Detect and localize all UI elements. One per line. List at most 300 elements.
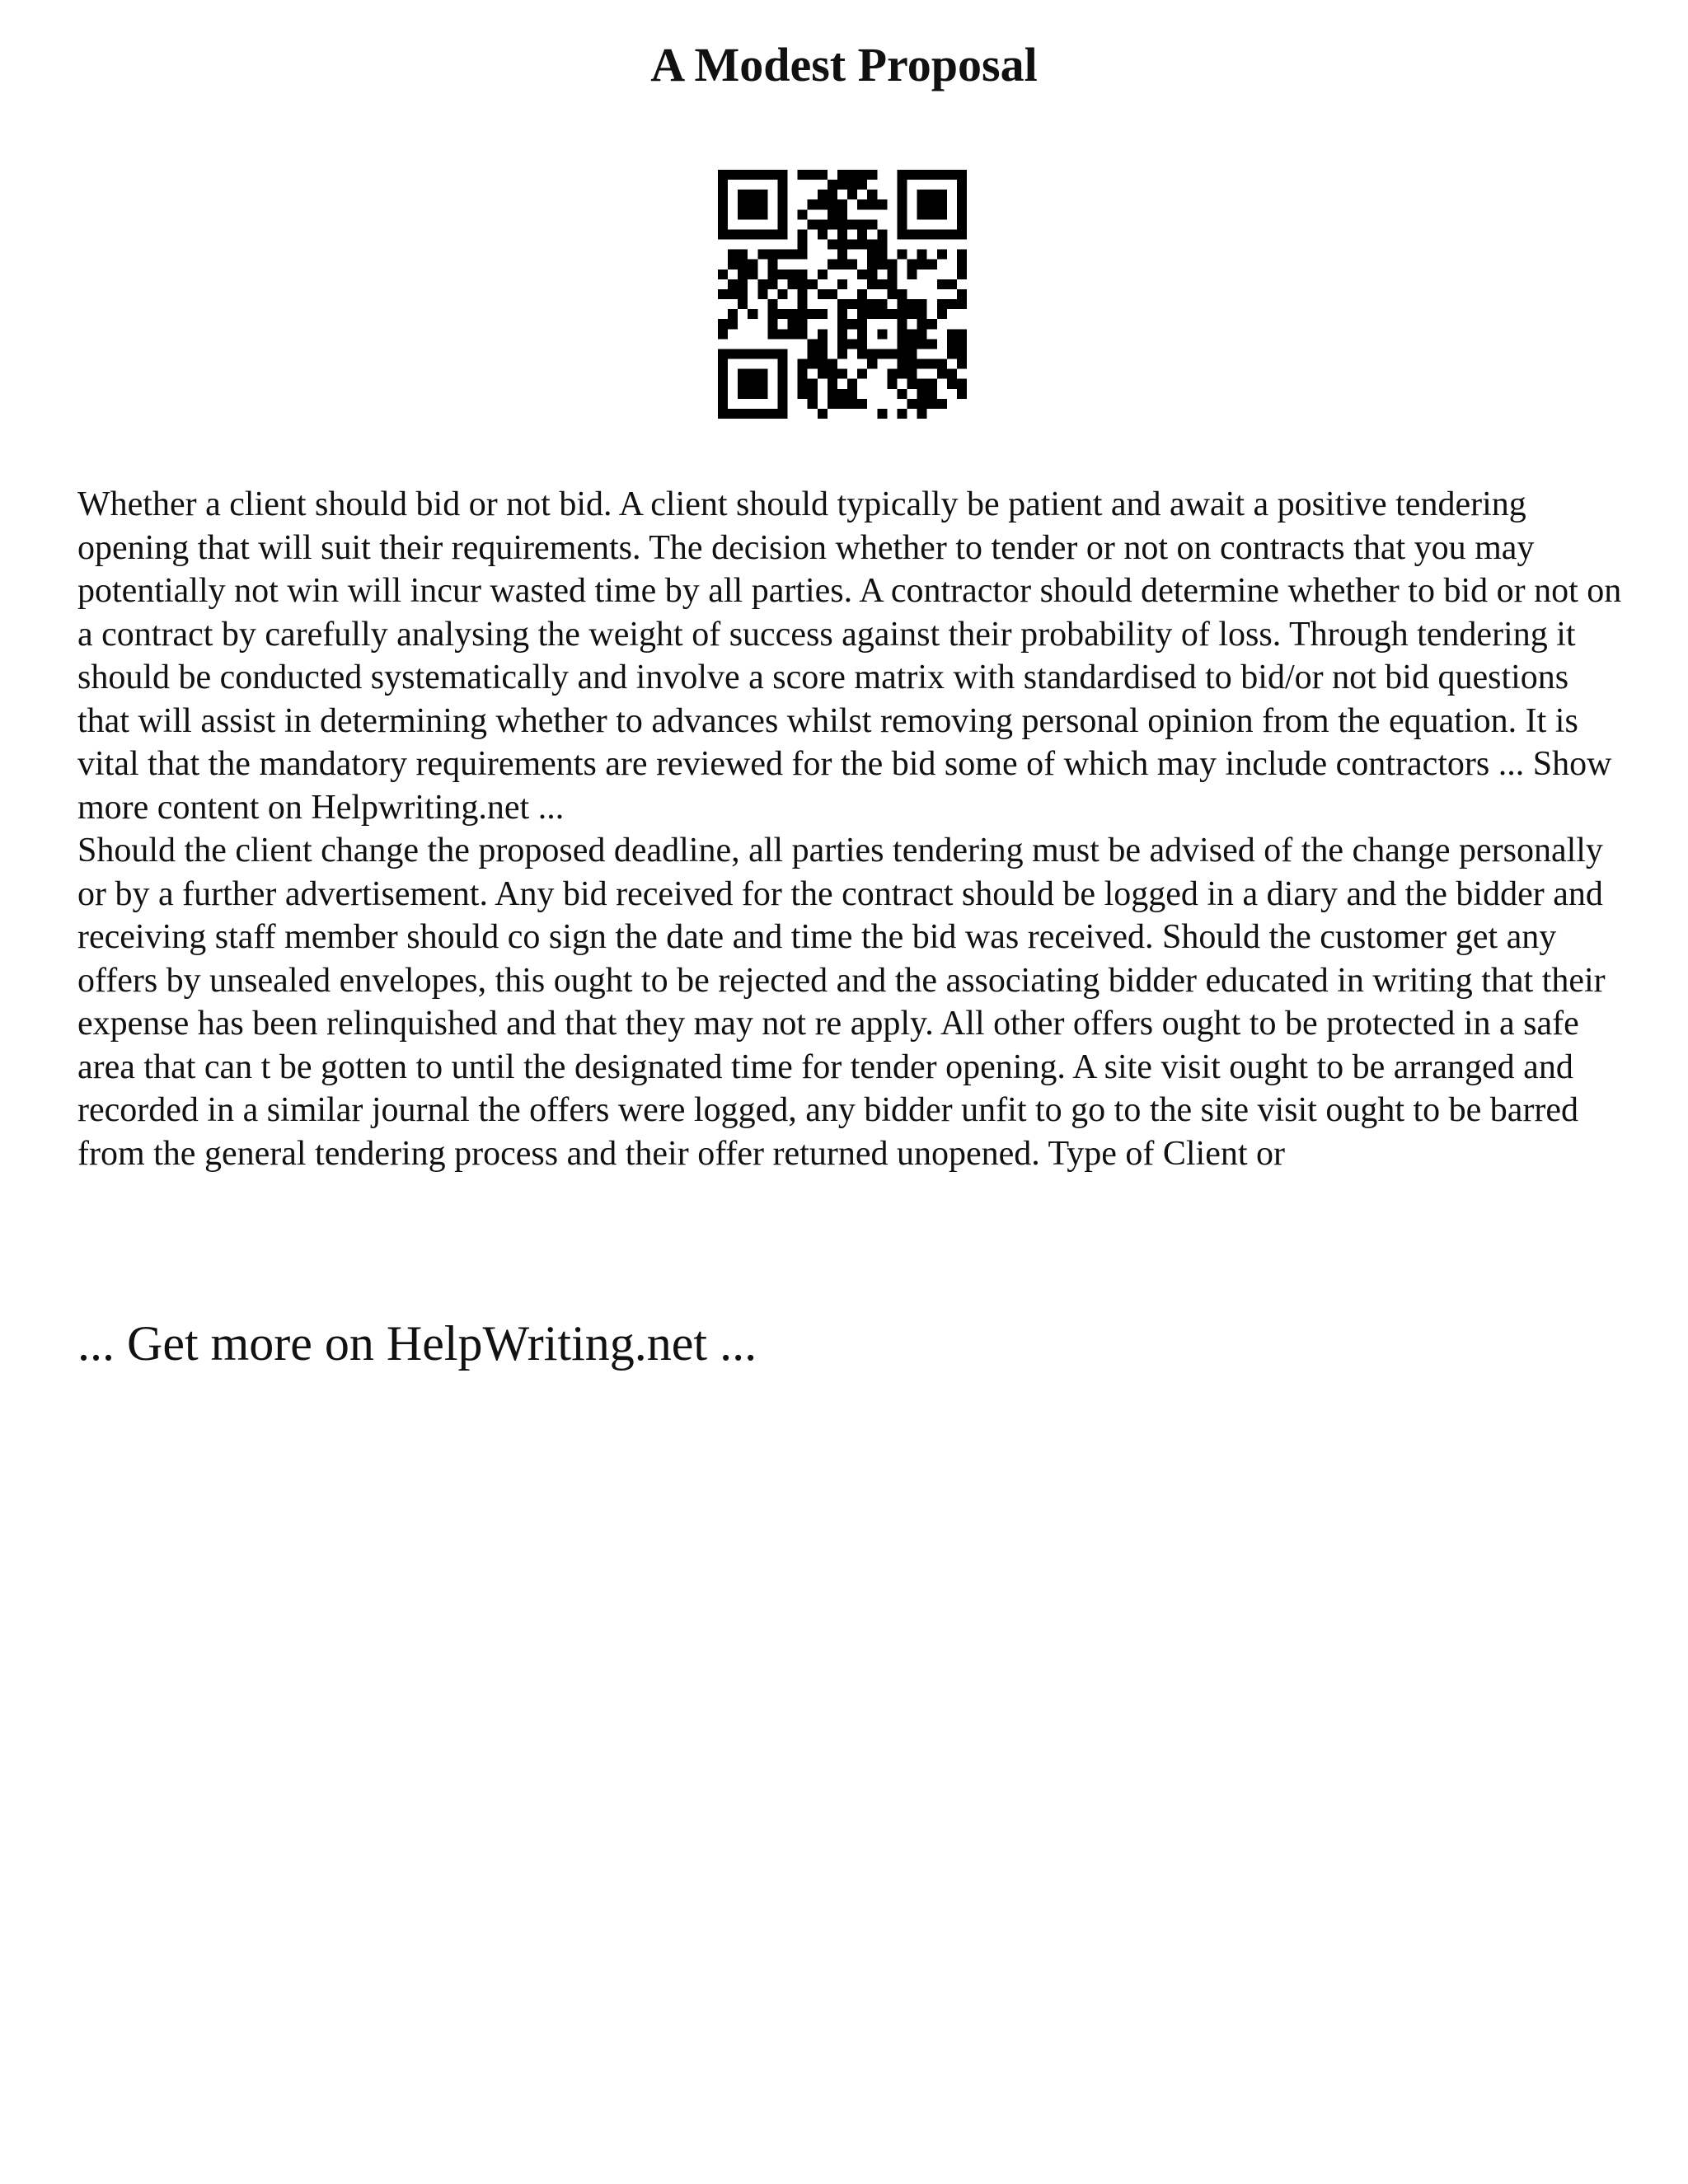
qr-module — [837, 180, 847, 190]
qr-module — [798, 319, 808, 329]
qr-module — [947, 379, 957, 389]
qr-module — [757, 389, 767, 399]
qr-module — [757, 199, 767, 209]
qr-module — [887, 309, 897, 319]
qr-module — [818, 170, 828, 180]
qr-module — [767, 349, 777, 359]
qr-module — [798, 389, 808, 399]
qr-module — [917, 209, 927, 219]
qr-module — [957, 250, 967, 260]
qr-module — [867, 279, 877, 289]
qr-module — [777, 199, 787, 209]
qr-module — [718, 180, 728, 190]
qr-module — [767, 269, 777, 279]
qr-module — [767, 229, 777, 239]
qr-module — [748, 349, 757, 359]
qr-module — [917, 329, 927, 339]
qr-module — [837, 339, 847, 349]
qr-module — [867, 359, 877, 369]
qr-module — [957, 260, 967, 269]
page-title: A Modest Proposal — [650, 38, 1038, 91]
qr-module — [777, 359, 787, 369]
qr-module — [808, 349, 818, 359]
qr-module — [777, 229, 787, 239]
qr-module — [907, 349, 917, 359]
qr-module — [937, 309, 947, 319]
qr-module — [818, 229, 828, 239]
qr-module — [818, 219, 828, 229]
qr-module — [907, 309, 917, 319]
qr-module — [728, 349, 738, 359]
qr-module — [757, 250, 767, 260]
qr-module — [937, 250, 947, 260]
qr-module — [738, 299, 748, 309]
qr-module — [877, 229, 887, 239]
qr-module — [757, 170, 767, 180]
qr-module — [828, 219, 837, 229]
qr-module — [877, 309, 887, 319]
qr-module — [867, 219, 877, 229]
qr-module — [757, 190, 767, 199]
qr-module — [818, 190, 828, 199]
qr-module — [897, 209, 907, 219]
qr-module — [757, 369, 767, 379]
qr-code-graphic — [718, 170, 967, 419]
qr-module — [828, 389, 837, 399]
qr-module — [728, 409, 738, 419]
paragraph-1: Whether a client should bid or not bid. A client should typically be patient and await a positive tendering opening that will suit their requirements. The decision whether to tender or not on contracts that you may potentially not win will incur wasted time by all parties. A contractor should determine whether to bid or not on a contract by carefully analysing the weight of success against their probability of loss. Through tendering it should be conducted systematically and involve a score matrix with standardised to bid/or not bid questions that will assist in determining whether to advances whilst removing personal opinion from the equation. It is vital that the mandatory requirements are reviewed for the bid some of which may include contractors ... Show more content on Helpwriting.net ... — [77, 485, 1622, 827]
qr-module — [738, 379, 748, 389]
qr-module — [957, 299, 967, 309]
qr-module — [957, 349, 967, 359]
qr-module — [828, 260, 837, 269]
qr-module — [897, 369, 907, 379]
qr-module — [917, 339, 927, 349]
qr-module — [777, 329, 787, 339]
qr-module — [897, 190, 907, 199]
qr-module — [798, 209, 808, 219]
qr-module — [808, 379, 818, 389]
qr-module — [777, 409, 787, 419]
qr-module — [867, 240, 877, 250]
qr-module — [957, 269, 967, 279]
qr-module — [757, 279, 767, 289]
qr-module — [738, 260, 748, 269]
qr-module — [818, 369, 828, 379]
qr-module — [757, 229, 767, 239]
qr-module — [748, 170, 757, 180]
qr-module — [847, 240, 857, 250]
qr-module — [837, 309, 847, 319]
qr-module — [907, 339, 917, 349]
qr-module — [917, 250, 927, 260]
qr-module — [837, 260, 847, 269]
qr-module — [718, 199, 728, 209]
qr-module — [957, 289, 967, 299]
qr-module — [847, 219, 857, 229]
qr-module — [788, 309, 798, 319]
qr-module — [777, 219, 787, 229]
qr-module — [808, 279, 818, 289]
qr-module — [847, 299, 857, 309]
qr-module — [937, 170, 947, 180]
qr-module — [798, 289, 808, 299]
qr-module — [798, 279, 808, 289]
qr-module — [927, 190, 937, 199]
qr-module — [887, 260, 897, 269]
qr-module — [748, 190, 757, 199]
qr-module — [818, 329, 828, 339]
qr-module — [877, 279, 887, 289]
qr-module — [798, 229, 808, 239]
qr-module — [798, 299, 808, 309]
paragraph-2: Should the client change the proposed deadline, all parties tendering must be advised of the change personally or by a further advertisement. Any bid received for the contract should be logged in a diary and the bidder and receiving staff member should co sign the date and time the bid was received. Should the customer get any offers by unsealed envelopes, this ought to be rejected and the associating bidder educated in writing that their expense has been relinquished and that they may not re apply. All other offers ought to be protected in a safe area that can t be gotten to until the designated time for tender opening. A site visit ought to be arranged and recorded in a similar journal the offers were logged, any bidder unfit to go to the site visit ought to be barred from the general tendering process and their offer returned unopened. Type of Client or — [77, 832, 1606, 1173]
qr-module — [738, 170, 748, 180]
qr-module — [857, 339, 867, 349]
qr-module — [917, 299, 927, 309]
qr-module — [857, 309, 867, 319]
qr-module — [927, 399, 937, 409]
qr-module — [767, 250, 777, 260]
qr-module — [718, 190, 728, 199]
qr-module — [957, 379, 967, 389]
qr-module — [828, 289, 837, 299]
qr-module — [828, 180, 837, 190]
qr-module — [917, 359, 927, 369]
qr-module — [818, 339, 828, 349]
qr-module — [937, 229, 947, 239]
qr-module — [897, 359, 907, 369]
qr-module — [748, 309, 757, 319]
qr-module — [777, 250, 787, 260]
qr-module — [837, 389, 847, 399]
qr-module — [798, 269, 808, 279]
qr-module — [718, 209, 728, 219]
qr-module — [718, 329, 728, 339]
qr-module — [907, 369, 917, 379]
qr-module — [828, 399, 837, 409]
qr-module — [927, 170, 937, 180]
qr-module — [957, 190, 967, 199]
qr-module — [957, 359, 967, 369]
qr-module — [798, 379, 808, 389]
qr-module — [857, 399, 867, 409]
qr-module — [777, 349, 787, 359]
qr-module — [897, 349, 907, 359]
qr-module — [818, 309, 828, 319]
qr-module — [937, 199, 947, 209]
qr-module — [718, 349, 728, 359]
qr-module — [818, 199, 828, 209]
qr-module — [957, 329, 967, 339]
qr-module — [937, 279, 947, 289]
qr-module — [867, 299, 877, 309]
qr-module — [757, 289, 767, 299]
qr-module — [808, 199, 818, 209]
qr-module — [947, 339, 957, 349]
qr-module — [798, 369, 808, 379]
qr-module — [917, 309, 927, 319]
qr-module — [907, 229, 917, 239]
qr-module — [718, 170, 728, 180]
article-body — [77, 483, 1627, 1175]
qr-module — [828, 359, 837, 369]
qr-module — [837, 319, 847, 329]
qr-module — [877, 250, 887, 260]
qr-module — [777, 170, 787, 180]
qr-module — [947, 299, 957, 309]
qr-module — [808, 399, 818, 409]
qr-module — [897, 299, 907, 309]
qr-module — [837, 209, 847, 219]
qr-module — [777, 399, 787, 409]
qr-module — [937, 299, 947, 309]
qr-module — [957, 180, 967, 190]
qr-module — [897, 289, 907, 299]
qr-module — [748, 369, 757, 379]
qr-module — [837, 199, 847, 209]
qr-module — [718, 409, 728, 419]
qr-module — [767, 170, 777, 180]
qr-module — [867, 349, 877, 359]
qr-module — [937, 369, 947, 379]
qr-module — [887, 349, 897, 359]
qr-module — [718, 219, 728, 229]
qr-module — [828, 379, 837, 389]
qr-module — [767, 409, 777, 419]
qr-module — [748, 379, 757, 389]
qr-module — [788, 329, 798, 339]
qr-module — [907, 170, 917, 180]
qr-module — [857, 369, 867, 379]
qr-module — [828, 209, 837, 219]
qr-module — [808, 339, 818, 349]
qr-module — [947, 229, 957, 239]
qr-module — [897, 309, 907, 319]
qr-module — [897, 170, 907, 180]
qr-module — [907, 260, 917, 269]
qr-module — [777, 209, 787, 219]
qr-module — [767, 260, 777, 269]
qr-module — [798, 240, 808, 250]
qr-module — [788, 269, 798, 279]
qr-module — [897, 339, 907, 349]
qr-module — [897, 329, 907, 339]
qr-module — [728, 289, 738, 299]
qr-module — [767, 309, 777, 319]
qr-module — [867, 170, 877, 180]
qr-module — [757, 349, 767, 359]
qr-module — [718, 269, 728, 279]
qr-module — [877, 349, 887, 359]
qr-module — [718, 229, 728, 239]
qr-module — [877, 329, 887, 339]
qr-module — [837, 399, 847, 409]
qr-module — [947, 329, 957, 339]
qr-module — [788, 319, 798, 329]
qr-module — [917, 260, 927, 269]
qr-module — [738, 209, 748, 219]
qr-module — [767, 319, 777, 329]
qr-module — [748, 269, 757, 279]
qr-module — [788, 279, 798, 289]
qr-module — [738, 349, 748, 359]
qr-module — [728, 170, 738, 180]
qr-module — [738, 289, 748, 299]
qr-module — [957, 209, 967, 219]
qr-module — [897, 319, 907, 329]
qr-module — [847, 170, 857, 180]
qr-module — [777, 180, 787, 190]
qr-module — [818, 349, 828, 359]
qr-module — [728, 319, 738, 329]
qr-module — [887, 289, 897, 299]
qr-module — [897, 250, 907, 260]
qr-module — [857, 329, 867, 339]
qr-module — [847, 319, 857, 329]
qr-module — [857, 299, 867, 309]
qr-module — [728, 279, 738, 289]
qr-module — [897, 229, 907, 239]
qr-module — [897, 389, 907, 399]
qr-module — [767, 299, 777, 309]
qr-module — [777, 389, 787, 399]
qr-module — [837, 240, 847, 250]
qr-module — [927, 359, 937, 369]
qr-module — [837, 369, 847, 379]
qr-module — [798, 329, 808, 339]
qr-module — [748, 389, 757, 399]
qr-module — [947, 279, 957, 289]
qr-module — [867, 190, 877, 199]
qr-module — [867, 260, 877, 269]
qr-module — [887, 269, 897, 279]
qr-module — [917, 199, 927, 209]
qr-module — [808, 309, 818, 319]
qr-module — [957, 389, 967, 399]
qr-module — [937, 399, 947, 409]
qr-module — [907, 329, 917, 339]
qr-module — [808, 389, 818, 399]
qr-module — [738, 190, 748, 199]
qr-module — [767, 279, 777, 289]
qr-module — [937, 190, 947, 199]
qr-module — [748, 209, 757, 219]
qr-module — [877, 409, 887, 419]
qr-module — [738, 369, 748, 379]
qr-module — [857, 180, 867, 190]
qr-module — [837, 299, 847, 309]
qr-module — [728, 250, 738, 260]
qr-module — [927, 229, 937, 239]
qr-module — [857, 319, 867, 329]
qr-module — [907, 379, 917, 389]
qr-module — [757, 409, 767, 419]
qr-module — [907, 299, 917, 309]
qr-module — [757, 379, 767, 389]
qr-module — [837, 279, 847, 289]
qr-module — [808, 170, 818, 180]
qr-module — [748, 260, 757, 269]
qr-module — [917, 399, 927, 409]
qr-module — [847, 260, 857, 269]
qr-module — [897, 219, 907, 229]
qr-module — [917, 319, 927, 329]
qr-module — [718, 399, 728, 409]
qr-module — [947, 170, 957, 180]
qr-module — [897, 180, 907, 190]
qr-module — [907, 399, 917, 409]
qr-module — [837, 219, 847, 229]
qr-module — [718, 289, 728, 299]
qr-module — [777, 369, 787, 379]
qr-module — [877, 260, 887, 269]
qr-module — [818, 409, 828, 419]
qr-module — [857, 199, 867, 209]
qr-module — [867, 199, 877, 209]
qr-module — [847, 379, 857, 389]
qr-module — [937, 209, 947, 219]
qr-module — [867, 250, 877, 260]
qr-module — [917, 389, 927, 399]
qr-module — [857, 240, 867, 250]
qr-module — [808, 359, 818, 369]
qr-module — [718, 369, 728, 379]
qr-module — [767, 329, 777, 339]
qr-module — [738, 199, 748, 209]
qr-module — [847, 190, 857, 199]
qr-module — [818, 269, 828, 279]
qr-module — [957, 219, 967, 229]
qr-module — [818, 289, 828, 299]
qr-module — [927, 199, 937, 209]
qr-module — [877, 240, 887, 250]
qr-module — [738, 409, 748, 419]
qr-module — [937, 359, 947, 369]
qr-module — [857, 219, 867, 229]
qr-module — [947, 349, 957, 359]
qr-module — [828, 240, 837, 250]
qr-module — [927, 339, 937, 349]
qr-module — [728, 309, 738, 319]
qr-module — [718, 379, 728, 389]
qr-module — [927, 209, 937, 219]
qr-module — [748, 199, 757, 209]
qr-module — [728, 229, 738, 239]
qr-module — [867, 309, 877, 319]
qr-module — [847, 399, 857, 409]
qr-module — [917, 170, 927, 180]
qr-module — [877, 299, 887, 309]
qr-module — [738, 229, 748, 239]
qr-module — [738, 389, 748, 399]
qr-module — [917, 409, 927, 419]
qr-module — [748, 229, 757, 239]
get-more-link[interactable]: ... Get more on HelpWriting.net ... — [77, 1316, 757, 1371]
qr-module — [927, 260, 937, 269]
qr-module — [847, 180, 857, 190]
qr-module — [897, 199, 907, 209]
qr-module — [917, 379, 927, 389]
qr-module — [907, 359, 917, 369]
qr-module — [887, 279, 897, 289]
qr-module — [887, 369, 897, 379]
qr-module — [887, 379, 897, 389]
qr-module — [757, 209, 767, 219]
qr-module — [917, 229, 927, 239]
qr-module — [957, 199, 967, 209]
qr-module — [818, 359, 828, 369]
